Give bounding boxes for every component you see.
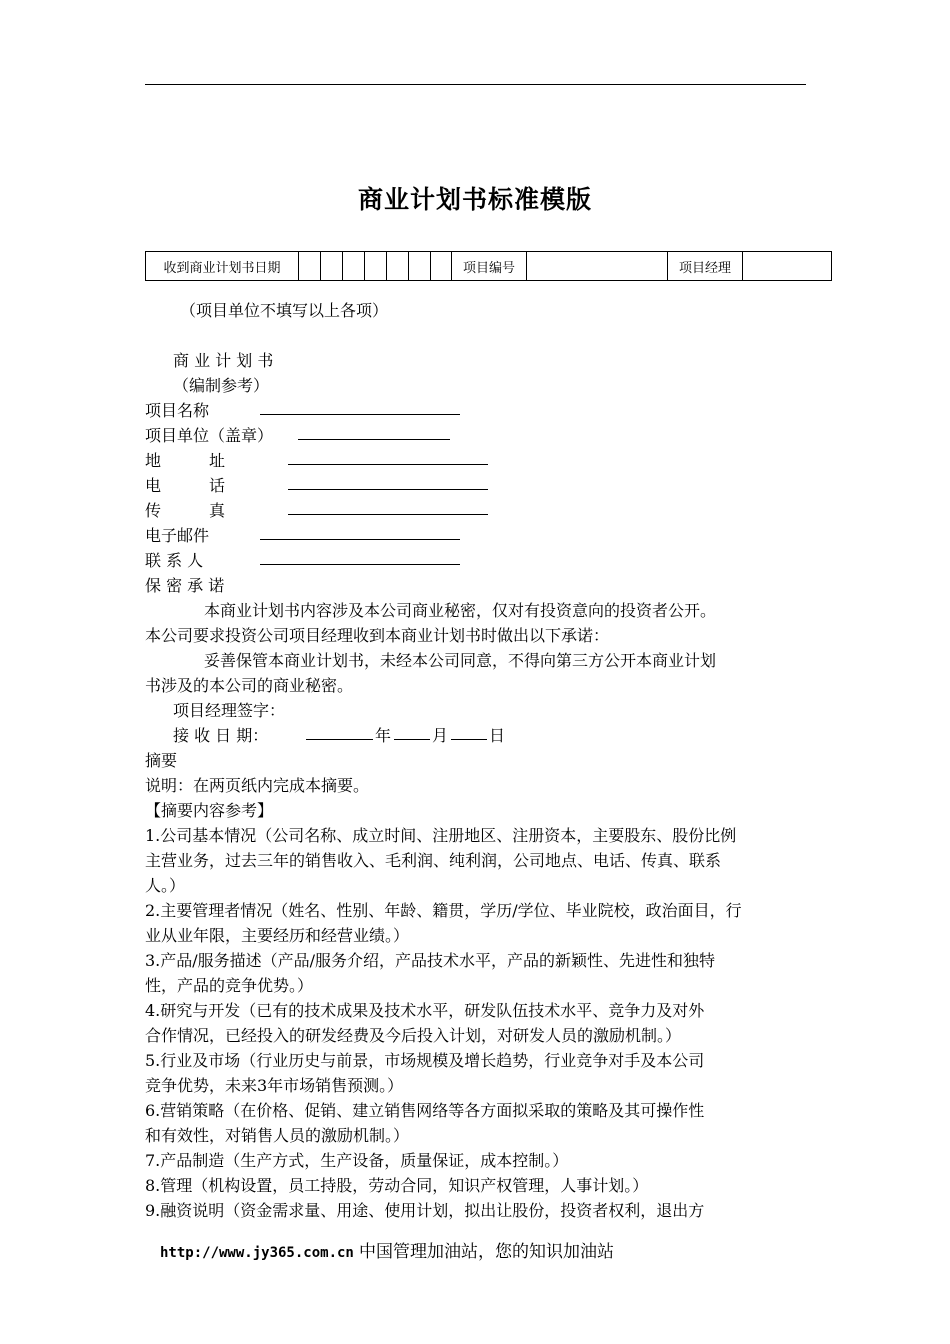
field-label: 电子邮件	[145, 526, 210, 545]
summary-line: 5.行业及市场（行业历史与前景，市场规模及增长趋势，行业竞争对手及本公司	[145, 1051, 705, 1070]
field-label: 传 真	[145, 501, 226, 520]
contact-blank[interactable]	[260, 548, 460, 565]
phone-blank[interactable]	[288, 473, 488, 490]
confidentiality-para1-line2: 本公司要求投资公司项目经理收到本商业计划书时做出以下承诺：	[145, 626, 610, 645]
summary-line: 2.主要管理者情况（姓名、性别、年龄、籍贯，学历/学位、毕业院校，政治面目，行	[145, 901, 742, 920]
date-digit-cell[interactable]	[409, 252, 431, 281]
intake-table	[145, 251, 832, 281]
confidentiality-para1-line1: 本商业计划书内容涉及本公司商业秘密，仅对有投资意向的投资者公开。	[204, 601, 717, 620]
summary-line: 和有效性，对销售人员的激励机制。）	[145, 1126, 410, 1145]
date-digit-cell[interactable]	[431, 252, 452, 281]
footer-url[interactable]: http://www.jy365.com.cn	[160, 1245, 354, 1261]
summary-line: 性，产品的竞争优势。）	[145, 976, 314, 995]
summary-instruction: 说明：在两页纸内完成本摘要。	[145, 776, 370, 795]
confidentiality-para2-line1: 妥善保管本商业计划书，未经本公司同意，不得向第三方公开本商业计划	[204, 651, 717, 670]
summary-reference-heading: 【摘要内容参考】	[145, 801, 274, 820]
summary-line: 8.管理（机构设置，员工持股，劳动合同，知识产权管理，人事计划。）	[145, 1176, 649, 1195]
project-unit-blank[interactable]	[298, 423, 450, 440]
date-digit-cell[interactable]	[387, 252, 409, 281]
day-label: 日	[489, 726, 506, 745]
field-project-name	[145, 398, 209, 423]
summary-line: 7.产品制造（生产方式，生产设备，质量保证，成本控制。）	[145, 1151, 569, 1170]
summary-line: 4.研究与开发（已有的技术成果及技术水平，研发队伍技术水平、竞争力及对外	[145, 1001, 705, 1020]
signature-label: 项目经理签字：	[173, 701, 286, 720]
month-blank[interactable]	[394, 723, 430, 740]
project-manager-label: 项目经理	[668, 252, 743, 281]
summary-line: 主营业务，过去三年的销售收入、毛利润、纯利润，公司地点、电话、传真、联系	[145, 851, 722, 870]
project-number-label: 项目编号	[452, 252, 527, 281]
field-contact	[145, 548, 203, 573]
project-number-cell[interactable]	[527, 252, 668, 281]
receive-date-label: 接 收 日 期：	[173, 726, 269, 745]
field-label: 项目单位（盖章）	[145, 426, 274, 445]
field-label: 联 系 人	[145, 551, 204, 570]
address-blank[interactable]	[288, 448, 488, 465]
page-footer	[160, 1237, 614, 1262]
cover-subheading: （编制参考）	[173, 376, 270, 395]
field-phone	[145, 473, 225, 498]
summary-heading: 摘要	[145, 751, 178, 770]
footer-slogan: 中国管理加油站，您的知识加油站	[358, 1242, 614, 1262]
year-blank[interactable]	[306, 723, 373, 740]
confidentiality-para2-line2: 书涉及的本公司的商业秘密。	[145, 676, 354, 695]
summary-line: 竞争优势，未来3年市场销售预测。）	[145, 1076, 404, 1095]
summary-line: 业从业年限，主要经历和经营业绩。）	[145, 926, 410, 945]
summary-line: 3.产品/服务描述（产品/服务介绍，产品技术水平，产品的新颖性、先进性和独特	[145, 951, 716, 970]
summary-line: 9.融资说明（资金需求量、用途、使用计划，拟出让股份，投资者权利，退出方	[145, 1201, 705, 1220]
field-fax	[145, 498, 225, 523]
field-label: 地 址	[145, 451, 226, 470]
year-label: 年	[375, 726, 392, 745]
field-email	[145, 523, 209, 548]
date-digit-cell[interactable]	[321, 252, 343, 281]
field-address	[145, 448, 225, 473]
summary-line: 6.营销策略（在价格、促销、建立销售网络等各方面拟采取的策略及其可操作性	[145, 1101, 705, 1120]
field-project-unit	[145, 423, 273, 448]
top-rule	[145, 84, 806, 85]
receive-date-row	[173, 723, 506, 748]
email-blank[interactable]	[260, 523, 460, 540]
day-blank[interactable]	[451, 723, 487, 740]
field-label: 项目名称	[145, 401, 210, 420]
project-manager-cell[interactable]	[743, 252, 832, 281]
field-label: 电 话	[145, 476, 226, 495]
note: （项目单位不填写以上各项）	[180, 301, 389, 320]
date-digit-cell[interactable]	[343, 252, 365, 281]
confidentiality-heading: 保 密 承 诺	[145, 576, 225, 595]
date-digit-cell[interactable]	[365, 252, 387, 281]
document-title: 商业计划书标准模版	[357, 185, 592, 214]
received-date-label: 收到商业计划书日期	[146, 252, 299, 281]
date-digit-cell[interactable]	[299, 252, 321, 281]
summary-line: 1.公司基本情况（公司名称、成立时间、注册地区、注册资本，主要股东、股份比例	[145, 826, 737, 845]
fax-blank[interactable]	[288, 498, 488, 515]
project-name-blank[interactable]	[260, 398, 460, 415]
summary-line: 人。）	[145, 876, 186, 895]
month-label: 月	[432, 726, 449, 745]
summary-line: 合作情况，已经投入的研发经费及今后投入计划，对研发人员的激励机制。）	[145, 1026, 682, 1045]
cover-heading: 商 业 计 划 书	[173, 351, 274, 370]
